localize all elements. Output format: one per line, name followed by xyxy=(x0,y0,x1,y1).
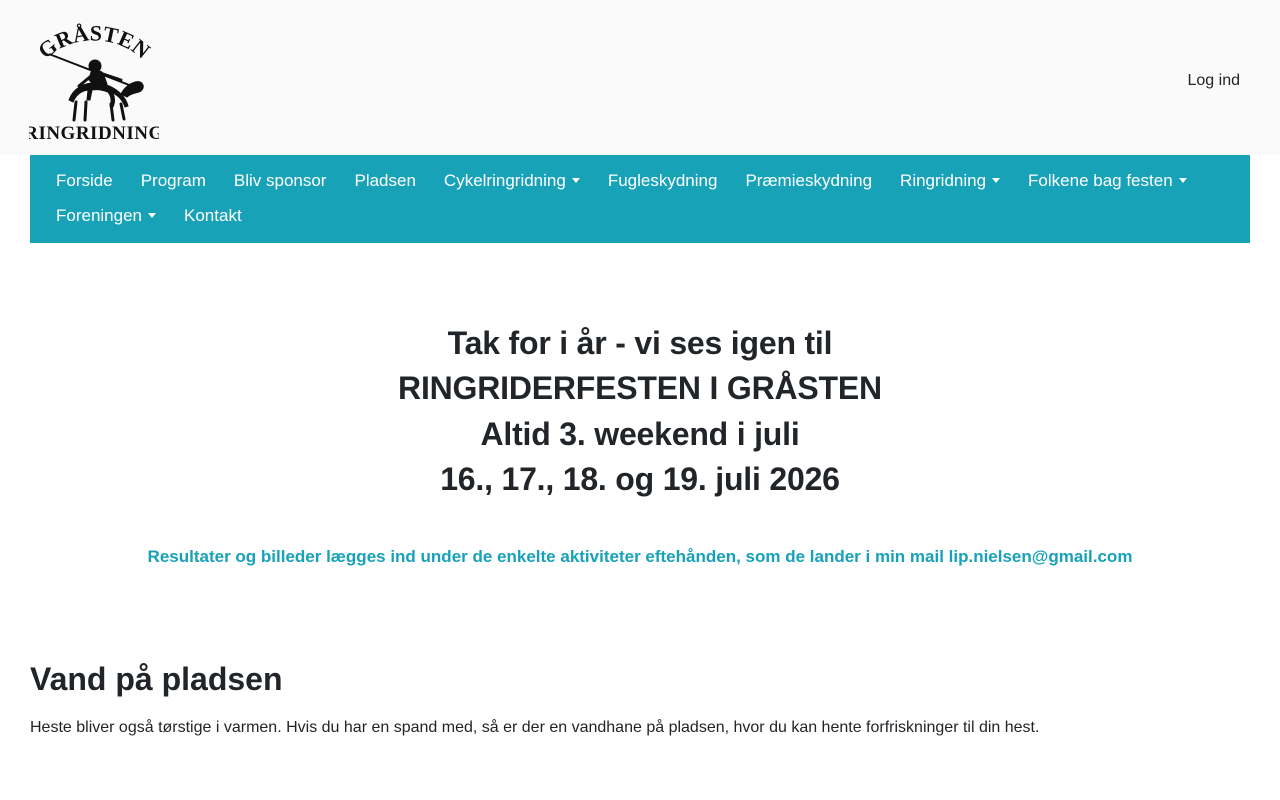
nav-label: Fugleskydning xyxy=(607,171,718,190)
nav-item-program[interactable] xyxy=(127,163,220,198)
nav-item-pladsen[interactable] xyxy=(340,163,429,198)
notice-text xyxy=(30,547,1250,567)
page-content xyxy=(30,243,1250,740)
svg-text:RINGRIDNING: RINGRIDNING xyxy=(29,123,159,142)
site-logo[interactable] xyxy=(29,14,159,142)
svg-text:GRÅSTEN: GRÅSTEN xyxy=(33,20,155,64)
nav-label: Folkene bag festen xyxy=(1028,171,1173,190)
nav-label: Bliv sponsor xyxy=(233,171,327,190)
nav-label: Præmieskydning xyxy=(745,171,873,190)
nav-item-foreningen[interactable] xyxy=(42,198,170,233)
nav-label: Program xyxy=(140,171,206,190)
nav-label: Ringridning xyxy=(900,171,987,190)
hero-line-2: RINGRIDERFESTEN I GRÅSTEN xyxy=(398,370,882,407)
chevron-down-icon xyxy=(992,178,1000,183)
nav-item-folkene-bag-festen[interactable] xyxy=(1014,163,1201,198)
nav-label: Pladsen xyxy=(354,171,416,190)
section-body-vand-paa-pladsen: Heste bliver også tørstige i varmen. Hvis du har en spand med, så er der en vandhane på pladsen, hvor du kan hente forfriskninger til din hest. xyxy=(30,718,1040,736)
nav-item-bliv-sponsor[interactable] xyxy=(220,163,341,198)
top-bar xyxy=(0,0,1280,155)
nav-item-kontakt[interactable] xyxy=(170,198,256,233)
hero-line-4: 16., 17., 18. og 19. juli 2026 xyxy=(440,461,840,498)
main-navigation xyxy=(30,155,1250,243)
nav-label: Cykelringridning xyxy=(443,171,566,190)
chevron-down-icon xyxy=(572,178,580,183)
logo-icon xyxy=(29,14,159,142)
nav-label: Forside xyxy=(56,171,113,190)
contact-email-link[interactable]: lip.nielsen@gmail.com xyxy=(948,546,1133,566)
chevron-down-icon xyxy=(1179,178,1187,183)
nav-item-cykelringridning[interactable] xyxy=(430,163,594,198)
section-title-vand-paa-pladsen: Vand på pladsen xyxy=(30,660,283,697)
chevron-down-icon xyxy=(148,213,156,218)
nav-item-fugleskydning[interactable] xyxy=(594,163,732,198)
nav-item-forside[interactable] xyxy=(42,163,127,198)
notice-body: Resultater og billeder lægges ind under de enkelte aktiviteter eftehånden, som de lander i min mail xyxy=(147,546,949,566)
nav-item-praemieskydning[interactable] xyxy=(731,163,886,198)
hero-heading xyxy=(30,321,1250,503)
nav-label: Kontakt xyxy=(184,206,242,225)
hero-line-3: Altid 3. weekend i juli xyxy=(480,415,800,452)
nav-item-ringridning[interactable] xyxy=(886,163,1014,198)
nav-label: Foreningen xyxy=(56,206,143,225)
login-link[interactable]: Log ind xyxy=(1187,72,1240,89)
hero-line-1: Tak for i år - vi ses igen til xyxy=(447,325,833,361)
